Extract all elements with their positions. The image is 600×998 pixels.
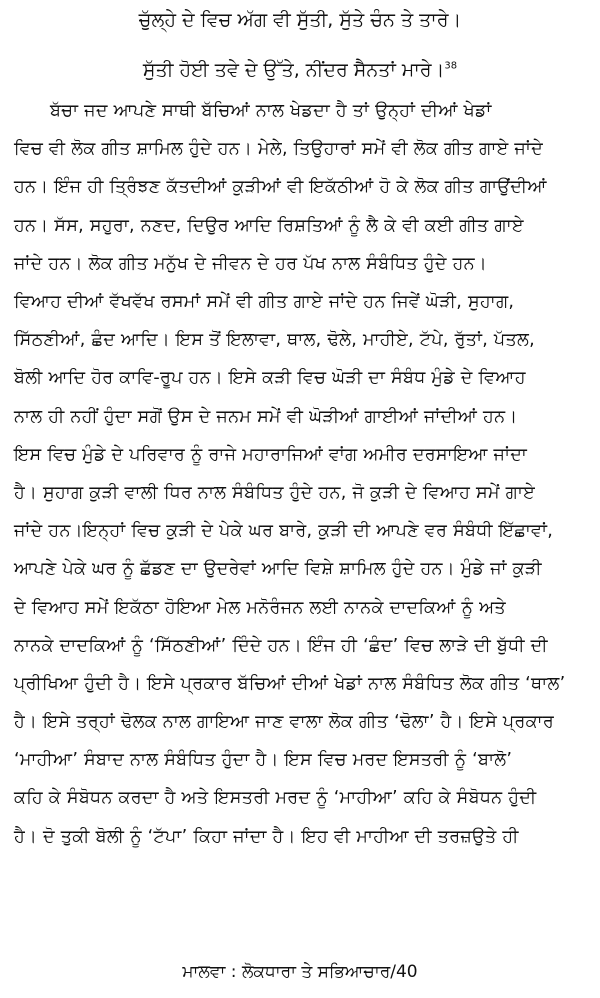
body-line: ਜਾਂਦੇ ਹਨ। ਲੋਕ ਗੀਤ ਮਨੁੱਖ ਦੇ ਜੀਵਨ ਦੇ ਹਰ ਪੱਖ ਨਾਲ ਸੰਬੰਧਿਤ ਹੁੰਦੇ ਹਨ। [14, 253, 487, 274]
body-line: ਬੱਚਾ ਜਦ ਆਪਣੇ ਸਾਥੀ ਬੱਚਿਆਂ ਨਾਲ ਖੇਡਦਾ ਹੈ ਤਾਂ ਉਨ੍ਹਾਂ ਦੀਆਂ ਖੇਡਾਂ [50, 101, 492, 122]
body-line: ਸਿੱਠਣੀਆਂ, ਛੰਦ ਆਦਿ। ਇਸ ਤੋਂ ਇਲਾਵਾ, ਥਾਲ, ਢੋਲੇ, ਮਾਹੀਏ, ਟੱਪੇ, ਰੁੱਤਾਂ, ਪੱਤਲ, [14, 330, 535, 351]
body-line: ‘ਮਾਹੀਆ’ ਸੰਬਾਦ ਨਾਲ ਸੰਬੰਧਿਤ ਹੁੰਦਾ ਹੈ। ਇਸ ਵਿਚ ਮਰਦ ਇਸਤਰੀ ਨੂੰ ‘ਬਾਲੋ’ [14, 750, 513, 771]
body-line: ਦੇ ਵਿਆਹ ਸਮੇਂ ਇਕੱਠਾ ਹੋਇਆ ਮੇਲ ਮਨੋਰੰਜਨ ਲਈ ਨਾਨਕੇ ਦਾਦਕਿਆਂ ਨੂੰ ਅਤੇ [14, 597, 506, 618]
verse-line-2 [0, 58, 600, 82]
body-line: ਕਹਿ ਕੇ ਸੰਬੋਧਨ ਕਰਦਾ ਹੈ ਅਤੇ ਇਸਤਰੀ ਮਰਦ ਨੂੰ ‘ਮਾਹੀਆ’ ਕਹਿ ਕੇ ਸੰਬੋਧਨ ਹੁੰਦੀ [14, 788, 537, 809]
footnote-reference: 38 [444, 60, 458, 72]
body-line: ਹੈ। ਦੋ ਤੁਕੀ ਬੋਲੀ ਨੂੰ ‘ਟੱਪਾ’ ਕਿਹਾ ਜਾਂਦਾ ਹੈ। ਇਹ ਵੀ ਮਾਹੀਆ ਦੀ ਤਰਜ਼ਉਤੇ ਹੀ [14, 826, 519, 847]
body-line: ਬੋਲੀ ਆਦਿ ਹੋਰ ਕਾਵਿ-ਰੂਪ ਹਨ। ਇਸੇ ਕੜੀ ਵਿਚ ਘੋੜੀ ਦਾ ਸੰਬੰਧ ਮੁੰਡੇ ਦੇ ਵਿਆਹ [14, 368, 526, 389]
body-line: ਵਿਆਹ ਦੀਆਂ ਵੱਖਵੱਖ ਰਸਮਾਂ ਸਮੇਂ ਵੀ ਗੀਤ ਗਾਏ ਜਾਂਦੇ ਹਨ ਜਿਵੇਂ ਘੋੜੀ, ਸੁਹਾਗ, [14, 292, 515, 313]
verse-line-1-text: ਚੁੱਲ੍ਹੇ ਦੇ ਵਿਚ ਅੱਗ ਵੀ ਸੁੱਤੀ, ਸੁੱਤੇ ਚੰਨ ਤੇ ਤਾਰੇ। [138, 9, 462, 31]
body-line: ਆਪਣੇ ਪੇਕੇ ਘਰ ਨੂੰ ਛੱਡਣ ਦਾ ਉਦਰੇਵਾਂ ਆਦਿ ਵਿਸ਼ੇ ਸ਼ਾਮਿਲ ਹੁੰਦੇ ਹਨ। ਮੁੰਡੇ ਜਾਂ ਕੁੜੀ [14, 559, 542, 580]
body-line: ਹੈ। ਇਸੇ ਤਰ੍ਹਾਂ ਢੋਲਕ ਨਾਲ ਗਾਇਆ ਜਾਣ ਵਾਲਾ ਲੋਕ ਗੀਤ ‘ਢੋਲਾ’ ਹੈ। ਇਸੇ ਪ੍ਰਕਾਰ [14, 712, 555, 733]
body-paragraph [14, 92, 588, 894]
body-line: ਹਨ। ਸੱਸ, ਸਹੁਰਾ, ਨਣਦ, ਦਿਉਰ ਆਦਿ ਰਿਸ਼ਤਿਆਂ ਨੂੰ ਲੈ ਕੇ ਵੀ ਕਈ ਗੀਤ ਗਾਏ [14, 215, 524, 236]
body-line: ਜਾਂਦੇ ਹਨ।ਇਨ੍ਹਾਂ ਵਿਚ ਕੁੜੀ ਦੇ ਪੇਕੇ ਘਰ ਬਾਰੇ, ਕੁੜੀ ਦੀ ਆਪਣੇ ਵਰ ਸੰਬੰਧੀ ਇੱਛਾਵਾਂ, [14, 521, 554, 542]
page-footer [0, 962, 600, 982]
body-line: ਵਿਚ ਵੀ ਲੋਕ ਗੀਤ ਸ਼ਾਮਿਲ ਹੁੰਦੇ ਹਨ। ਮੇਲੇ, ਤਿਉਹਾਰਾਂ ਸਮੇਂ ਵੀ ਲੋਕ ਗੀਤ ਗਾਏ ਜਾਂਦੇ [14, 139, 543, 160]
body-line: ਨਾਲ ਹੀ ਨਹੀਂ ਹੁੰਦਾ ਸਗੋਂ ਉਸ ਦੇ ਜਨਮ ਸਮੇਂ ਵੀ ਘੋੜੀਆਂ ਗਾਈਆਂ ਜਾਂਦੀਆਂ ਹਨ। [14, 406, 518, 427]
body-line: ਪ੍ਰੀਖਿਆ ਹੁੰਦੀ ਹੈ। ਇਸੇ ਪ੍ਰਕਾਰ ਬੱਚਿਆਂ ਦੀਆਂ ਖੇਡਾਂ ਨਾਲ ਸੰਬੰਧਿਤ ਲੋਕ ਗੀਤ ‘ਥਾਲ’ [14, 673, 566, 694]
body-line: ਹਨ। ਇੰਜ ਹੀ ਤ੍ਰਿੰਝਣ ਕੱਤਦੀਆਂ ਕੁੜੀਆਂ ਵੀ ਇਕੱਠੀਆਂ ਹੋ ਕੇ ਲੋਕ ਗੀਤ ਗਾਉਂਦੀਆਂ [14, 177, 547, 198]
body-line: ਹੈ। ਸੁਹਾਗ ਕੁੜੀ ਵਾਲੀ ਧਿਰ ਨਾਲ ਸੰਬੰਧਿਤ ਹੁੰਦੇ ਹਨ, ਜੋ ਕੁੜੀ ਦੇ ਵਿਆਹ ਸਮੇਂ ਗਾਏ [14, 482, 536, 503]
running-footer-text: ਮਾਲਵਾ : ਲੋਕਧਾਰਾ ਤੇ ਸਭਿਆਚਾਰ/40 [182, 962, 418, 982]
body-line [14, 856, 588, 894]
body-line: ਇਸ ਵਿਚ ਮੁੰਡੇ ਦੇ ਪਰਿਵਾਰ ਨੂੰ ਰਾਜੇ ਮਹਾਰਾਜਿਆਂ ਵਾਂਗ ਅਮੀਰ ਦਰਸਾਇਆ ਜਾਂਦਾ [14, 444, 528, 465]
verse-line-2-text: ਸੁੱਤੀ ਹੋਈ ਤਵੇ ਦੇ ਉੱਤੇ, ਨੀਂਦਰ ਸੈਨਤਾਂ ਮਾਰੇ। [142, 59, 445, 81]
verse-line-1 [0, 8, 600, 32]
body-line: ਨਾਨਕੇ ਦਾਦਕਿਆਂ ਨੂੰ ‘ਸਿੱਠਣੀਆਂ’ ਦਿੰਦੇ ਹਨ। ਇੰਜ ਹੀ ‘ਛੰਦ’ ਵਿਚ ਲਾੜੇ ਦੀ ਬੁੱਧੀ ਦੀ [14, 635, 548, 656]
